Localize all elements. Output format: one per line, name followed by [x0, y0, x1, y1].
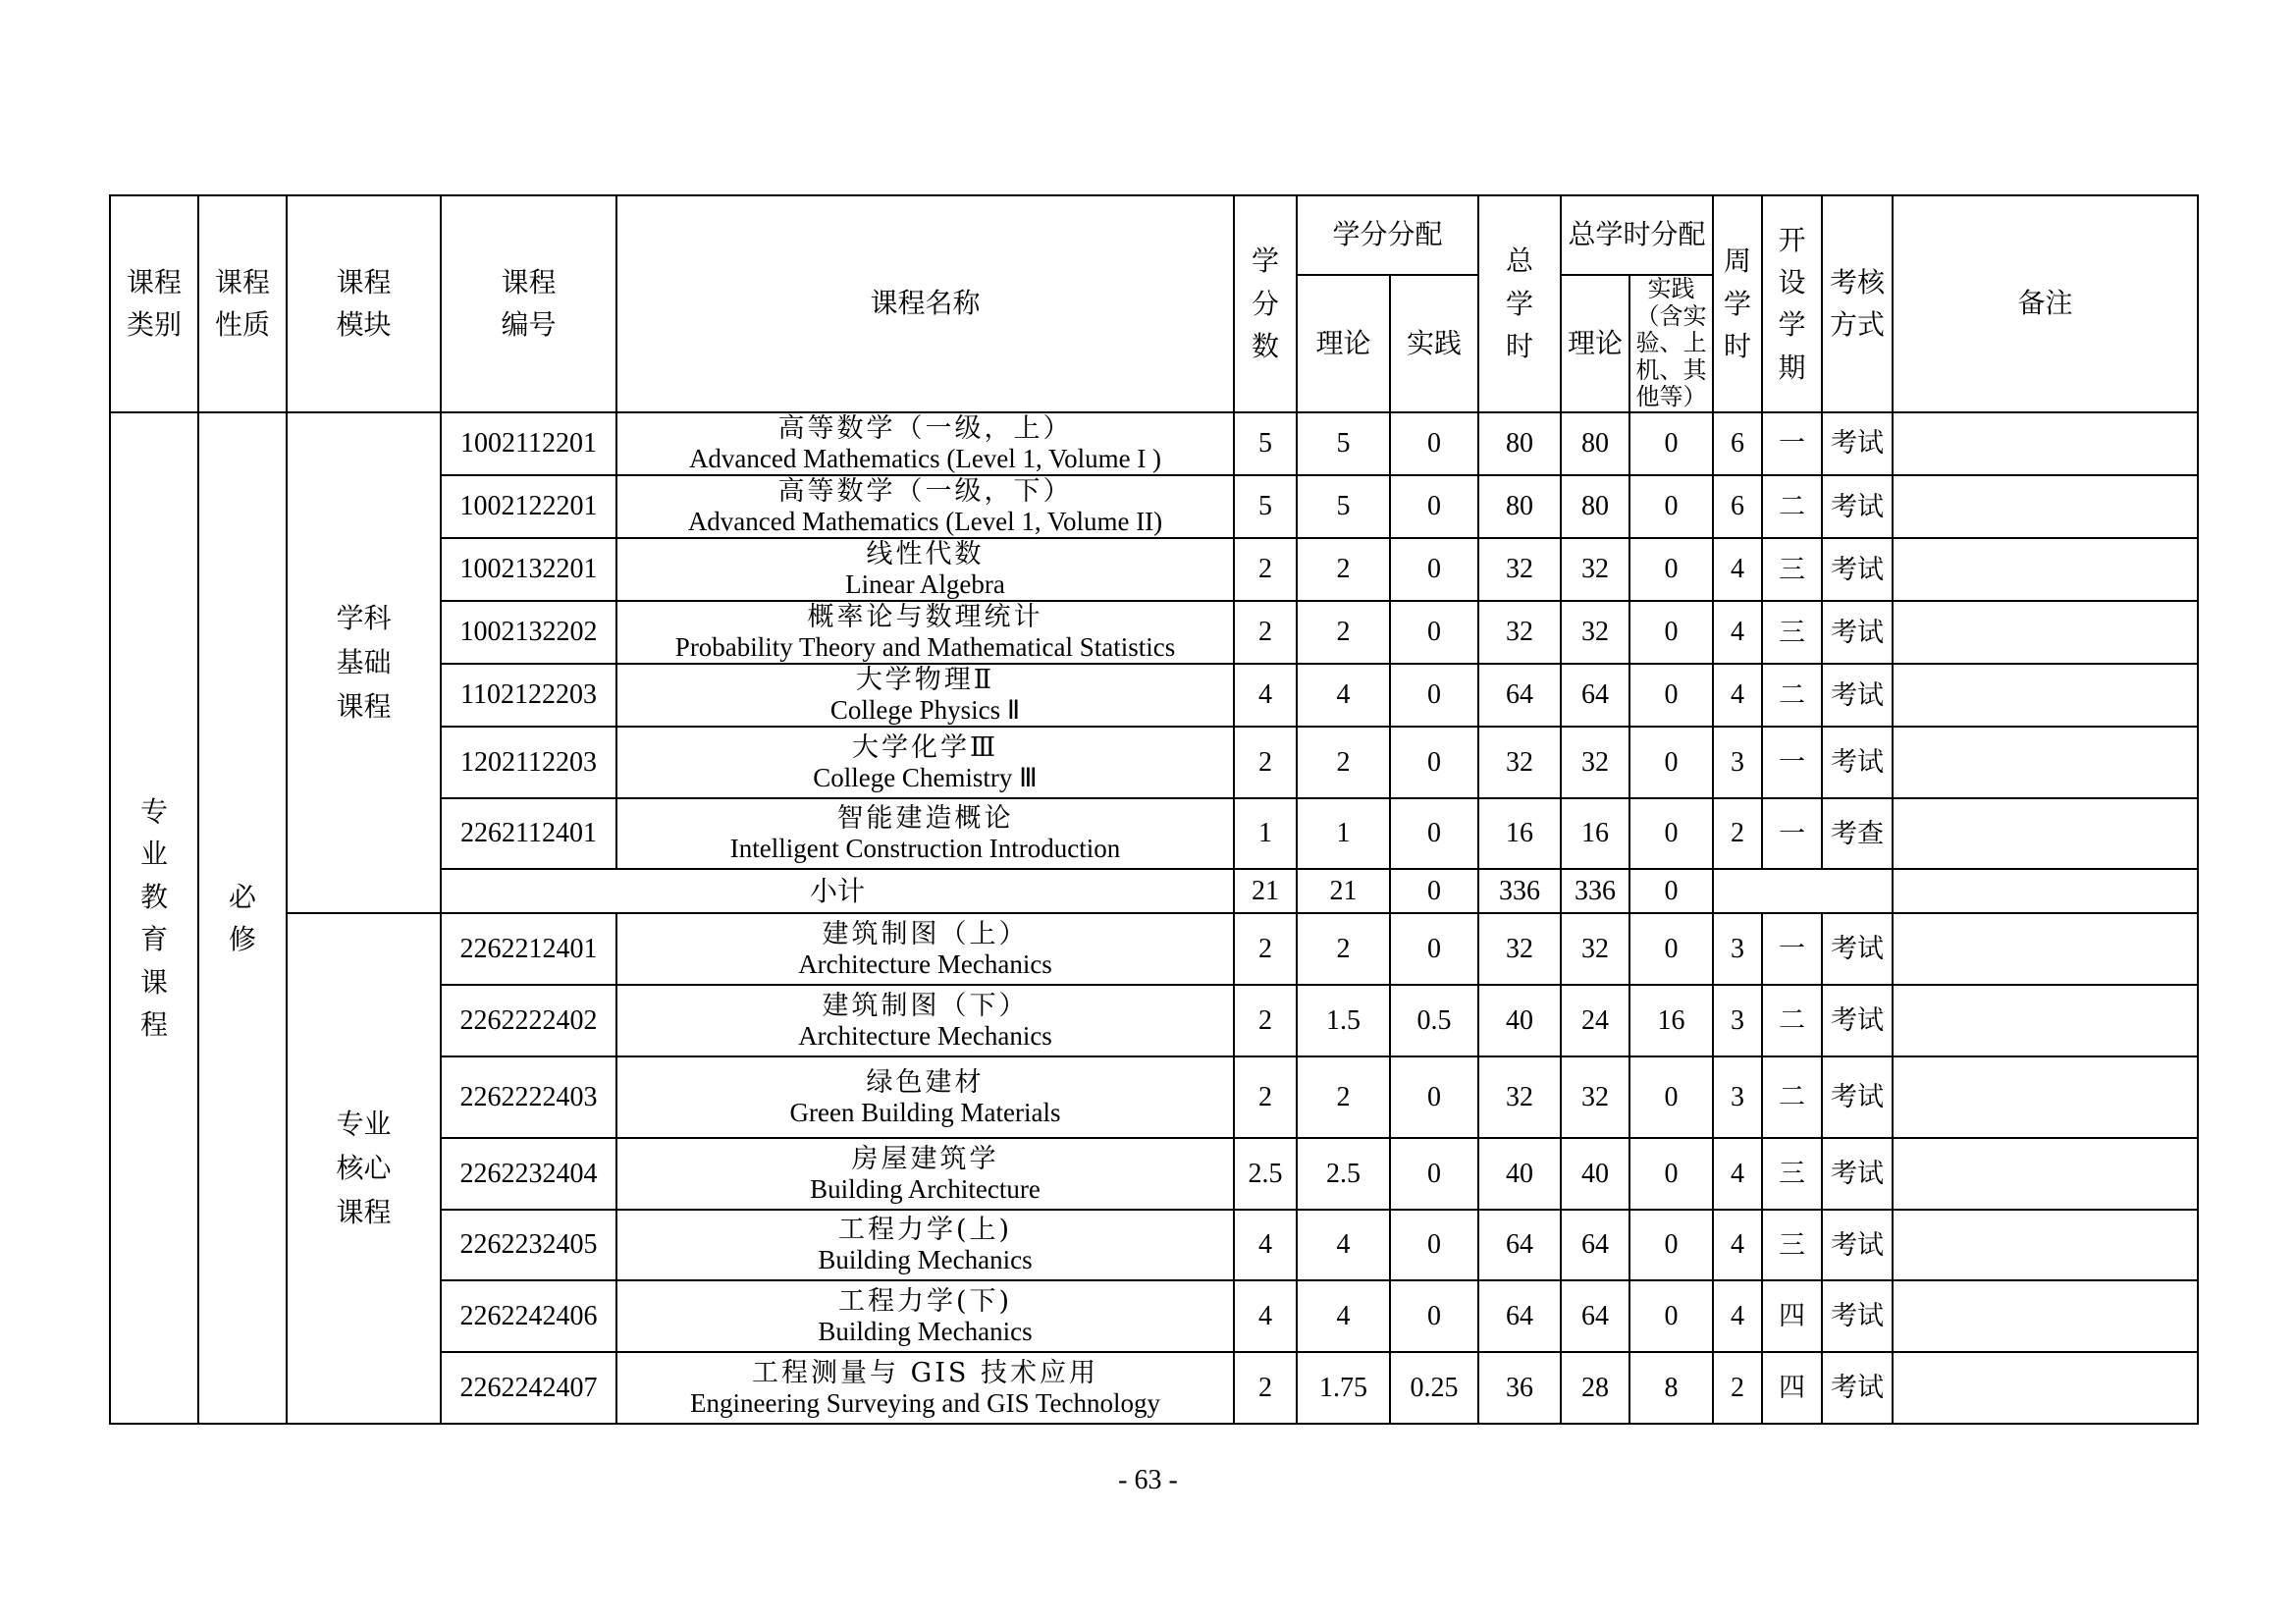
course-code: 2262242406 — [441, 1280, 616, 1352]
hours-theory: 28 — [1561, 1352, 1629, 1424]
assessment: 考试 — [1822, 601, 1893, 664]
remarks — [1893, 412, 2198, 475]
table-row — [110, 913, 2198, 985]
assessment: 考试 — [1822, 475, 1893, 538]
weekly-hours: 6 — [1713, 412, 1762, 475]
module-core-cell: 专业核心课程 — [287, 913, 441, 1424]
assessment: 考查 — [1822, 798, 1893, 869]
credit-practice: 0 — [1390, 1138, 1478, 1210]
semester: 四 — [1762, 1352, 1822, 1424]
total-hours: 64 — [1478, 1280, 1561, 1352]
semester: 一 — [1762, 727, 1822, 798]
hours-practice: 0 — [1629, 1138, 1713, 1210]
subtotal-hours-practice: 0 — [1629, 869, 1713, 913]
credit-theory: 2 — [1297, 727, 1390, 798]
hours-practice: 16 — [1629, 985, 1713, 1056]
remarks — [1893, 1210, 2198, 1280]
header-hours-theory: 理论 — [1561, 275, 1629, 412]
hours-theory: 32 — [1561, 727, 1629, 798]
course-code: 2262212401 — [441, 913, 616, 985]
hours-practice: 0 — [1629, 1280, 1713, 1352]
subtotal-total-hours: 336 — [1478, 869, 1561, 913]
subtotal-hours-theory: 336 — [1561, 869, 1629, 913]
credit-theory: 5 — [1297, 412, 1390, 475]
header-module: 课程模块 — [287, 195, 441, 412]
remarks — [1893, 913, 2198, 985]
semester: 一 — [1762, 913, 1822, 985]
credits: 2 — [1234, 985, 1297, 1056]
credits: 2 — [1234, 913, 1297, 985]
course-name: 建筑制图（上） Architecture Mechanics — [616, 913, 1234, 985]
total-hours: 36 — [1478, 1352, 1561, 1424]
subtotal-credit-theory: 21 — [1297, 869, 1390, 913]
credit-theory: 4 — [1297, 1280, 1390, 1352]
course-code: 2262222403 — [441, 1056, 616, 1138]
course-code: 2262232404 — [441, 1138, 616, 1210]
header-credits: 学分数 — [1234, 195, 1297, 412]
assessment: 考试 — [1822, 1138, 1893, 1210]
credit-practice: 0 — [1390, 601, 1478, 664]
weekly-hours: 4 — [1713, 1138, 1762, 1210]
assessment: 考试 — [1822, 727, 1893, 798]
assessment: 考试 — [1822, 664, 1893, 727]
credits: 2 — [1234, 601, 1297, 664]
remarks — [1893, 1138, 2198, 1210]
assessment: 考试 — [1822, 1210, 1893, 1280]
assessment: 考试 — [1822, 1280, 1893, 1352]
header-total-hours: 总学时 — [1478, 195, 1561, 412]
header-remarks: 备注 — [1893, 195, 2198, 412]
total-hours: 40 — [1478, 985, 1561, 1056]
hours-practice: 0 — [1629, 601, 1713, 664]
credit-theory: 2 — [1297, 913, 1390, 985]
hours-practice: 0 — [1629, 538, 1713, 601]
remarks — [1893, 601, 2198, 664]
weekly-hours: 3 — [1713, 913, 1762, 985]
semester: 三 — [1762, 601, 1822, 664]
header-name: 课程名称 — [616, 195, 1234, 412]
total-hours: 32 — [1478, 913, 1561, 985]
hours-practice: 0 — [1629, 412, 1713, 475]
credit-practice: 0 — [1390, 475, 1478, 538]
total-hours: 80 — [1478, 412, 1561, 475]
weekly-hours: 3 — [1713, 727, 1762, 798]
remarks — [1893, 1056, 2198, 1138]
course-code: 2262232405 — [441, 1210, 616, 1280]
course-code: 2262112401 — [441, 798, 616, 869]
weekly-hours: 2 — [1713, 1352, 1762, 1424]
credits: 2 — [1234, 727, 1297, 798]
weekly-hours: 4 — [1713, 538, 1762, 601]
semester: 一 — [1762, 412, 1822, 475]
assessment: 考试 — [1822, 1352, 1893, 1424]
weekly-hours: 4 — [1713, 601, 1762, 664]
semester: 三 — [1762, 538, 1822, 601]
credit-theory: 2 — [1297, 601, 1390, 664]
total-hours: 32 — [1478, 727, 1561, 798]
hours-theory: 32 — [1561, 913, 1629, 985]
course-name: 工程测量与 GIS 技术应用 Engineering Surveying and GIS Technology — [616, 1352, 1234, 1424]
header-nature: 课程性质 — [198, 195, 287, 412]
course-name: 房屋建筑学 Building Architecture — [616, 1138, 1234, 1210]
weekly-hours: 3 — [1713, 985, 1762, 1056]
credits: 4 — [1234, 1210, 1297, 1280]
total-hours: 40 — [1478, 1138, 1561, 1210]
semester: 三 — [1762, 1138, 1822, 1210]
credits: 4 — [1234, 664, 1297, 727]
header-category: 课程类别 — [110, 195, 198, 412]
weekly-hours: 4 — [1713, 1210, 1762, 1280]
credit-practice: 0 — [1390, 412, 1478, 475]
hours-theory: 80 — [1561, 475, 1629, 538]
hours-theory: 32 — [1561, 601, 1629, 664]
assessment: 考试 — [1822, 913, 1893, 985]
hours-theory: 80 — [1561, 412, 1629, 475]
header-assessment: 考核方式 — [1822, 195, 1893, 412]
weekly-hours: 2 — [1713, 798, 1762, 869]
credit-practice: 0.25 — [1390, 1352, 1478, 1424]
hours-theory: 32 — [1561, 1056, 1629, 1138]
remarks — [1893, 475, 2198, 538]
credit-theory: 4 — [1297, 664, 1390, 727]
assessment: 考试 — [1822, 412, 1893, 475]
nature-cell: 必修 — [198, 412, 287, 1424]
header-hours-alloc: 总学时分配 — [1561, 195, 1713, 275]
credit-practice: 0 — [1390, 1210, 1478, 1280]
weekly-hours: 3 — [1713, 1056, 1762, 1138]
course-code: 1002132201 — [441, 538, 616, 601]
hours-practice: 0 — [1629, 475, 1713, 538]
course-name: 工程力学(下) Building Mechanics — [616, 1280, 1234, 1352]
remarks — [1893, 985, 2198, 1056]
course-name: 高等数学（一级，下） Advanced Mathematics (Level 1, Volume II) — [616, 475, 1234, 538]
credits: 2.5 — [1234, 1138, 1297, 1210]
total-hours: 32 — [1478, 538, 1561, 601]
credit-practice: 0.5 — [1390, 985, 1478, 1056]
course-name: 工程力学(上) Building Mechanics — [616, 1210, 1234, 1280]
total-hours: 32 — [1478, 601, 1561, 664]
header-code: 课程编号 — [441, 195, 616, 412]
credit-practice: 0 — [1390, 1280, 1478, 1352]
header-weekly-hours: 周学时 — [1713, 195, 1762, 412]
course-code: 2262222402 — [441, 985, 616, 1056]
subtotal-empty — [1713, 869, 1893, 913]
subtotal-credit-practice: 0 — [1390, 869, 1478, 913]
hours-practice: 8 — [1629, 1352, 1713, 1424]
semester: 三 — [1762, 1210, 1822, 1280]
header-semester: 开设学期 — [1762, 195, 1822, 412]
credits: 2 — [1234, 1056, 1297, 1138]
hours-practice: 0 — [1629, 1210, 1713, 1280]
remarks — [1893, 538, 2198, 601]
weekly-hours: 4 — [1713, 1280, 1762, 1352]
hours-practice: 0 — [1629, 798, 1713, 869]
credits: 5 — [1234, 475, 1297, 538]
credits: 2 — [1234, 538, 1297, 601]
credit-theory: 2 — [1297, 538, 1390, 601]
total-hours: 64 — [1478, 664, 1561, 727]
table-row — [110, 412, 2198, 475]
credit-theory: 1.75 — [1297, 1352, 1390, 1424]
hours-theory: 24 — [1561, 985, 1629, 1056]
credit-practice: 0 — [1390, 913, 1478, 985]
assessment: 考试 — [1822, 985, 1893, 1056]
header-credit-practice: 实践 — [1390, 275, 1478, 412]
course-name: 高等数学（一级，上） Advanced Mathematics (Level 1, Volume I ) — [616, 412, 1234, 475]
module-basic-cell: 学科基础课程 — [287, 412, 441, 913]
credits: 5 — [1234, 412, 1297, 475]
course-name: 线性代数 Linear Algebra — [616, 538, 1234, 601]
course-table — [109, 194, 2199, 1425]
header-hours-practice: 实践（含实验、上机、其他等） — [1629, 275, 1713, 412]
semester: 二 — [1762, 664, 1822, 727]
semester: 二 — [1762, 475, 1822, 538]
hours-theory: 16 — [1561, 798, 1629, 869]
credits: 4 — [1234, 1280, 1297, 1352]
course-code: 1002122201 — [441, 475, 616, 538]
hours-practice: 0 — [1629, 1056, 1713, 1138]
credit-theory: 2 — [1297, 1056, 1390, 1138]
subtotal-credits: 21 — [1234, 869, 1297, 913]
credit-theory: 1.5 — [1297, 985, 1390, 1056]
credit-theory: 1 — [1297, 798, 1390, 869]
total-hours: 16 — [1478, 798, 1561, 869]
course-name: 大学化学Ⅲ College Chemistry Ⅲ — [616, 727, 1234, 798]
weekly-hours: 6 — [1713, 475, 1762, 538]
hours-theory: 40 — [1561, 1138, 1629, 1210]
hours-theory: 64 — [1561, 664, 1629, 727]
course-code: 1002112201 — [441, 412, 616, 475]
course-code: 1102122203 — [441, 664, 616, 727]
credits: 1 — [1234, 798, 1297, 869]
hours-theory: 32 — [1561, 538, 1629, 601]
credit-practice: 0 — [1390, 798, 1478, 869]
hours-theory: 64 — [1561, 1280, 1629, 1352]
header-credit-theory: 理论 — [1297, 275, 1390, 412]
credit-theory: 2.5 — [1297, 1138, 1390, 1210]
hours-practice: 0 — [1629, 727, 1713, 798]
remarks — [1893, 798, 2198, 869]
total-hours: 32 — [1478, 1056, 1561, 1138]
weekly-hours: 4 — [1713, 664, 1762, 727]
remarks — [1893, 869, 2198, 913]
course-name: 绿色建材 Green Building Materials — [616, 1056, 1234, 1138]
credit-practice: 0 — [1390, 538, 1478, 601]
credit-theory: 5 — [1297, 475, 1390, 538]
credit-practice: 0 — [1390, 1056, 1478, 1138]
course-name: 智能建造概论 Intelligent Construction Introduction — [616, 798, 1234, 869]
credit-practice: 0 — [1390, 727, 1478, 798]
subtotal-label: 小计 — [441, 869, 1234, 913]
hours-theory: 64 — [1561, 1210, 1629, 1280]
course-code: 1202112203 — [441, 727, 616, 798]
course-code: 2262242407 — [441, 1352, 616, 1424]
header-credit-alloc: 学分分配 — [1297, 195, 1478, 275]
total-hours: 80 — [1478, 475, 1561, 538]
page-number: - 63 - — [1118, 1465, 1178, 1495]
category-cell: 专业教育课程 — [110, 412, 198, 1424]
semester: 二 — [1762, 1056, 1822, 1138]
course-name: 建筑制图（下） Architecture Mechanics — [616, 985, 1234, 1056]
assessment: 考试 — [1822, 538, 1893, 601]
remarks — [1893, 1352, 2198, 1424]
assessment: 考试 — [1822, 1056, 1893, 1138]
remarks — [1893, 664, 2198, 727]
credits: 2 — [1234, 1352, 1297, 1424]
course-code: 1002132202 — [441, 601, 616, 664]
credit-practice: 0 — [1390, 664, 1478, 727]
course-name: 概率论与数理统计 Probability Theory and Mathematical Statistics — [616, 601, 1234, 664]
remarks — [1893, 727, 2198, 798]
hours-practice: 0 — [1629, 913, 1713, 985]
semester: 四 — [1762, 1280, 1822, 1352]
credit-theory: 4 — [1297, 1210, 1390, 1280]
total-hours: 64 — [1478, 1210, 1561, 1280]
remarks — [1893, 1280, 2198, 1352]
semester: 二 — [1762, 985, 1822, 1056]
course-name: 大学物理Ⅱ College Physics Ⅱ — [616, 664, 1234, 727]
semester: 一 — [1762, 798, 1822, 869]
hours-practice: 0 — [1629, 664, 1713, 727]
